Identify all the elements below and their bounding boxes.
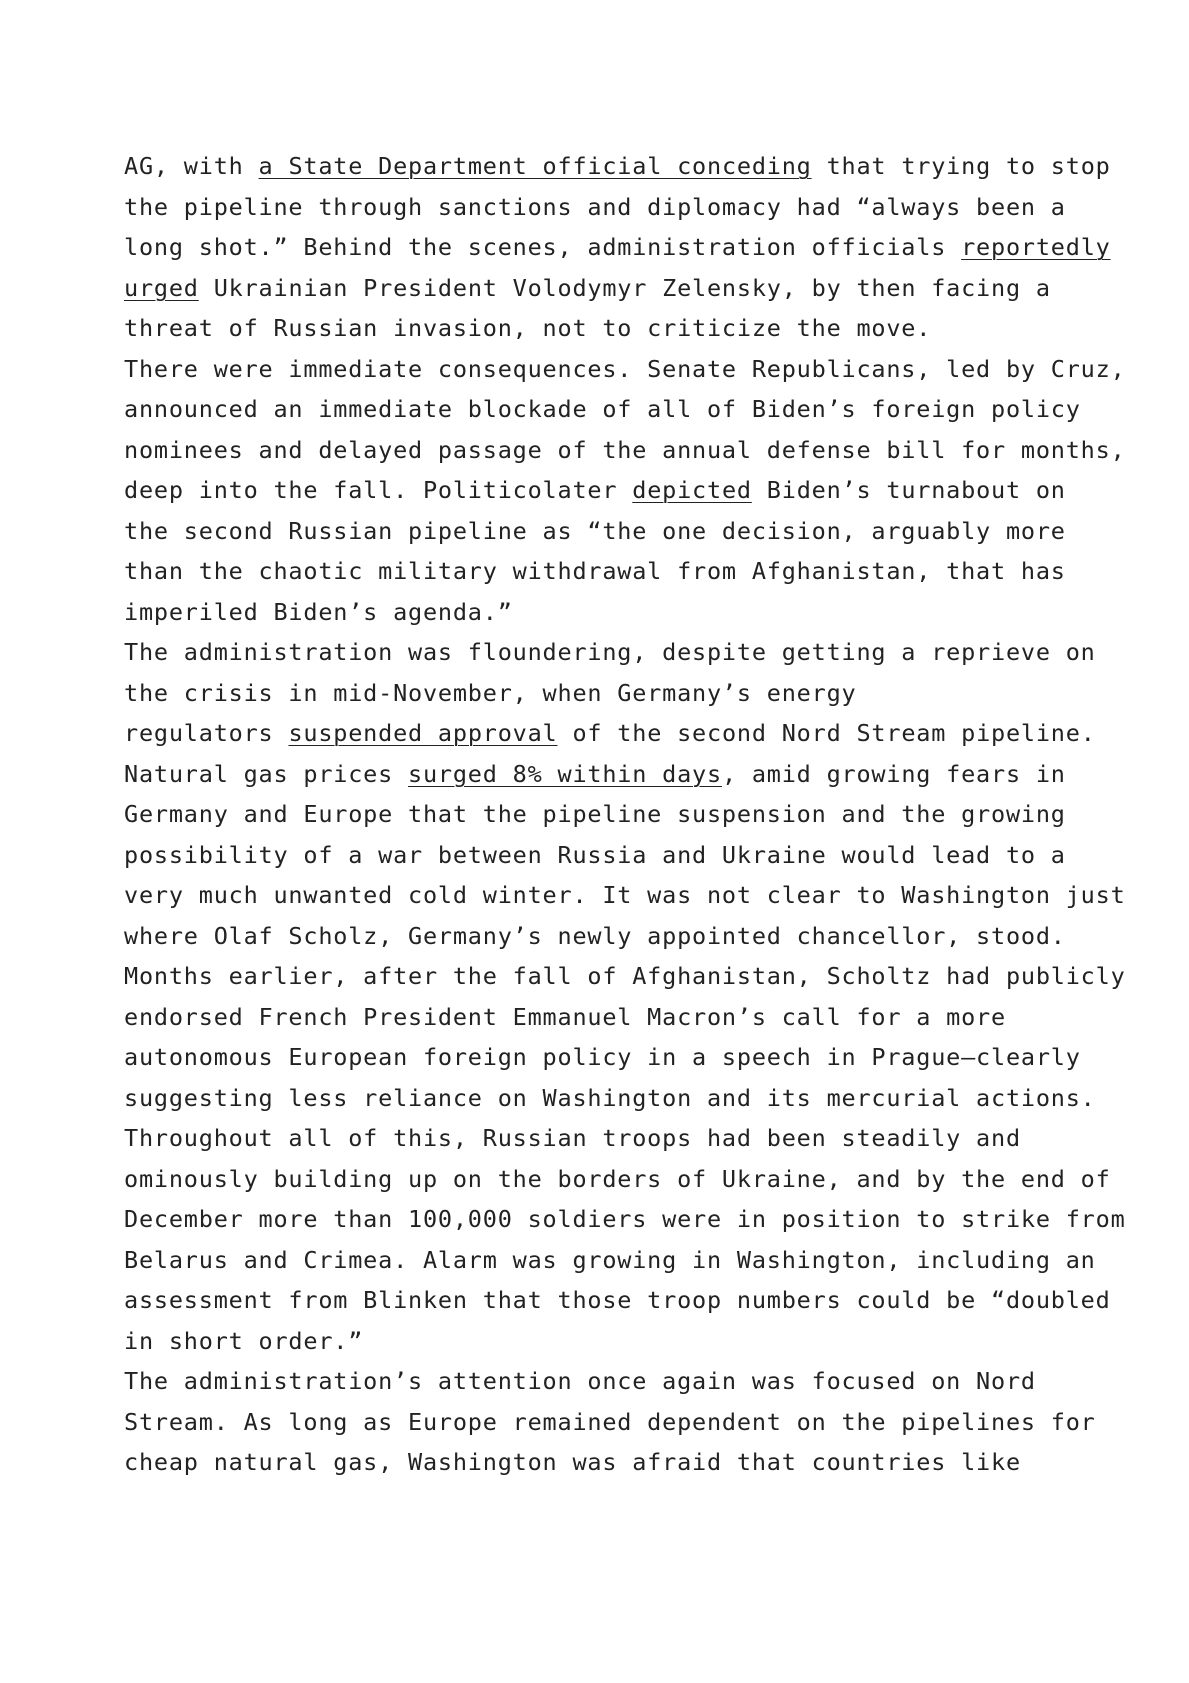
text-line xyxy=(124,997,1064,1038)
text-run: long shot.” Behind the scenes, administration officials xyxy=(124,233,962,261)
text-run: ominously building up on the borders of Ukraine, and by the end of xyxy=(124,1164,1111,1193)
text-run: than the chaotic military withdrawal from Afghanistan, that has xyxy=(124,557,1066,585)
text-line xyxy=(124,146,1111,187)
text-run: Biden’s turnabout on xyxy=(751,476,1066,504)
text-line xyxy=(124,632,1096,673)
text-run: very much unwanted cold winter. It was not clear to Washington just xyxy=(124,881,1126,909)
text-run: the crisis in mid-November, when Germany’s energy xyxy=(124,678,857,707)
text-run: Throughout all of this, Russian troops had been steadily and xyxy=(124,1124,1021,1152)
hyperlink[interactable]: reportedly xyxy=(961,233,1111,261)
text-line xyxy=(124,875,1126,916)
hyperlink[interactable]: surged 8% within days xyxy=(408,759,722,788)
text-run: the pipeline through sanctions and diplomacy had “always been a xyxy=(124,192,1066,221)
text-run: Natural gas prices xyxy=(124,759,409,788)
text-run: The administration’s attention once again was focused on Nord xyxy=(124,1367,1036,1395)
text-run: deep into the fall. Politicolater xyxy=(124,476,633,504)
text-line xyxy=(124,551,1064,592)
text-line xyxy=(124,754,1064,795)
text-line xyxy=(124,389,1081,430)
text-run: Belarus and Crimea. Alarm was growing in Washington, including an xyxy=(124,1245,1096,1274)
text-line xyxy=(124,1361,1064,1402)
text-line xyxy=(124,511,1064,552)
text-line xyxy=(124,1321,1064,1362)
text-run: threat of Russian invasion, not to criticize the move. xyxy=(124,314,932,342)
text-line xyxy=(124,916,1064,957)
text-line xyxy=(124,1280,1111,1321)
text-run: Months earlier, after the fall of Afghanistan, Scholtz had publicly xyxy=(124,962,1126,990)
text-run: of the second Nord Stream pipeline. xyxy=(557,719,1096,747)
text-line xyxy=(124,835,1064,876)
hyperlink[interactable]: urged xyxy=(124,273,199,302)
text-line xyxy=(124,187,1064,228)
text-run: nominees and delayed passage of the annual defense bill for months, xyxy=(124,435,1126,464)
text-run: cheap natural gas, Washington was afraid that countries like xyxy=(124,1448,1021,1476)
text-line xyxy=(124,349,1126,390)
text-run: December more than 100,000 soldiers were in position to strike from xyxy=(124,1205,1126,1233)
text-run: assessment from Blinken that those troop numbers could be “doubled xyxy=(124,1286,1111,1314)
text-run: Germany and Europe that the pipeline suspension and the growing xyxy=(124,800,1066,828)
text-line xyxy=(124,470,1064,511)
text-line xyxy=(124,1118,1064,1159)
text-line xyxy=(124,1402,1096,1443)
text-run: imperiled Biden’s agenda.” xyxy=(124,597,513,626)
text-line xyxy=(124,794,1064,835)
text-run: The administration was floundering, despite getting a reprieve on xyxy=(124,638,1096,666)
document-body xyxy=(124,146,1126,1483)
text-run: Stream. As long as Europe remained dependent on the pipelines for xyxy=(124,1407,1096,1436)
text-line xyxy=(124,592,1064,633)
text-run: endorsed French President Emmanuel Macron’s call for a more xyxy=(124,1002,1006,1031)
hyperlink[interactable]: suspended approval xyxy=(288,719,558,747)
text-line xyxy=(124,308,1064,349)
text-line xyxy=(124,1037,1081,1078)
text-line xyxy=(124,1442,1064,1483)
text-run: the second Russian pipeline as “the one decision, arguably more xyxy=(124,516,1066,545)
text-run: autonomous European foreign policy in a speech in Prague—clearly xyxy=(124,1043,1081,1071)
text-line xyxy=(124,713,1096,754)
text-run: AG, with xyxy=(124,152,259,180)
text-line xyxy=(124,1240,1096,1281)
text-run: announced an immediate blockade of all of Biden’s foreign policy xyxy=(124,395,1081,423)
text-line xyxy=(124,430,1126,471)
text-run: Ukrainian President Volodymyr Zelensky, by then facing a xyxy=(198,273,1051,302)
text-line xyxy=(124,673,1064,714)
text-run: in short order.” xyxy=(124,1326,364,1355)
text-line xyxy=(124,956,1126,997)
hyperlink[interactable]: a State Department official conceding xyxy=(258,152,812,180)
text-run: , amid growing fears in xyxy=(721,759,1066,788)
text-run: where Olaf Scholz, Germany’s newly appointed chancellor, stood. xyxy=(124,921,1066,950)
text-run: that trying to stop xyxy=(811,152,1111,180)
text-line xyxy=(124,1199,1126,1240)
text-line xyxy=(124,227,1111,268)
text-run: suggesting less reliance on Washington and its mercurial actions. xyxy=(124,1083,1096,1112)
hyperlink[interactable]: depicted xyxy=(632,476,752,504)
text-line xyxy=(124,1078,1096,1119)
text-run: possibility of a war between Russia and Ukraine would lead to a xyxy=(124,840,1066,869)
text-run: There were immediate consequences. Senate Republicans, led by Cruz, xyxy=(124,354,1126,383)
text-line xyxy=(124,1159,1111,1200)
text-run: regulators xyxy=(124,719,289,747)
text-line xyxy=(124,268,1064,309)
